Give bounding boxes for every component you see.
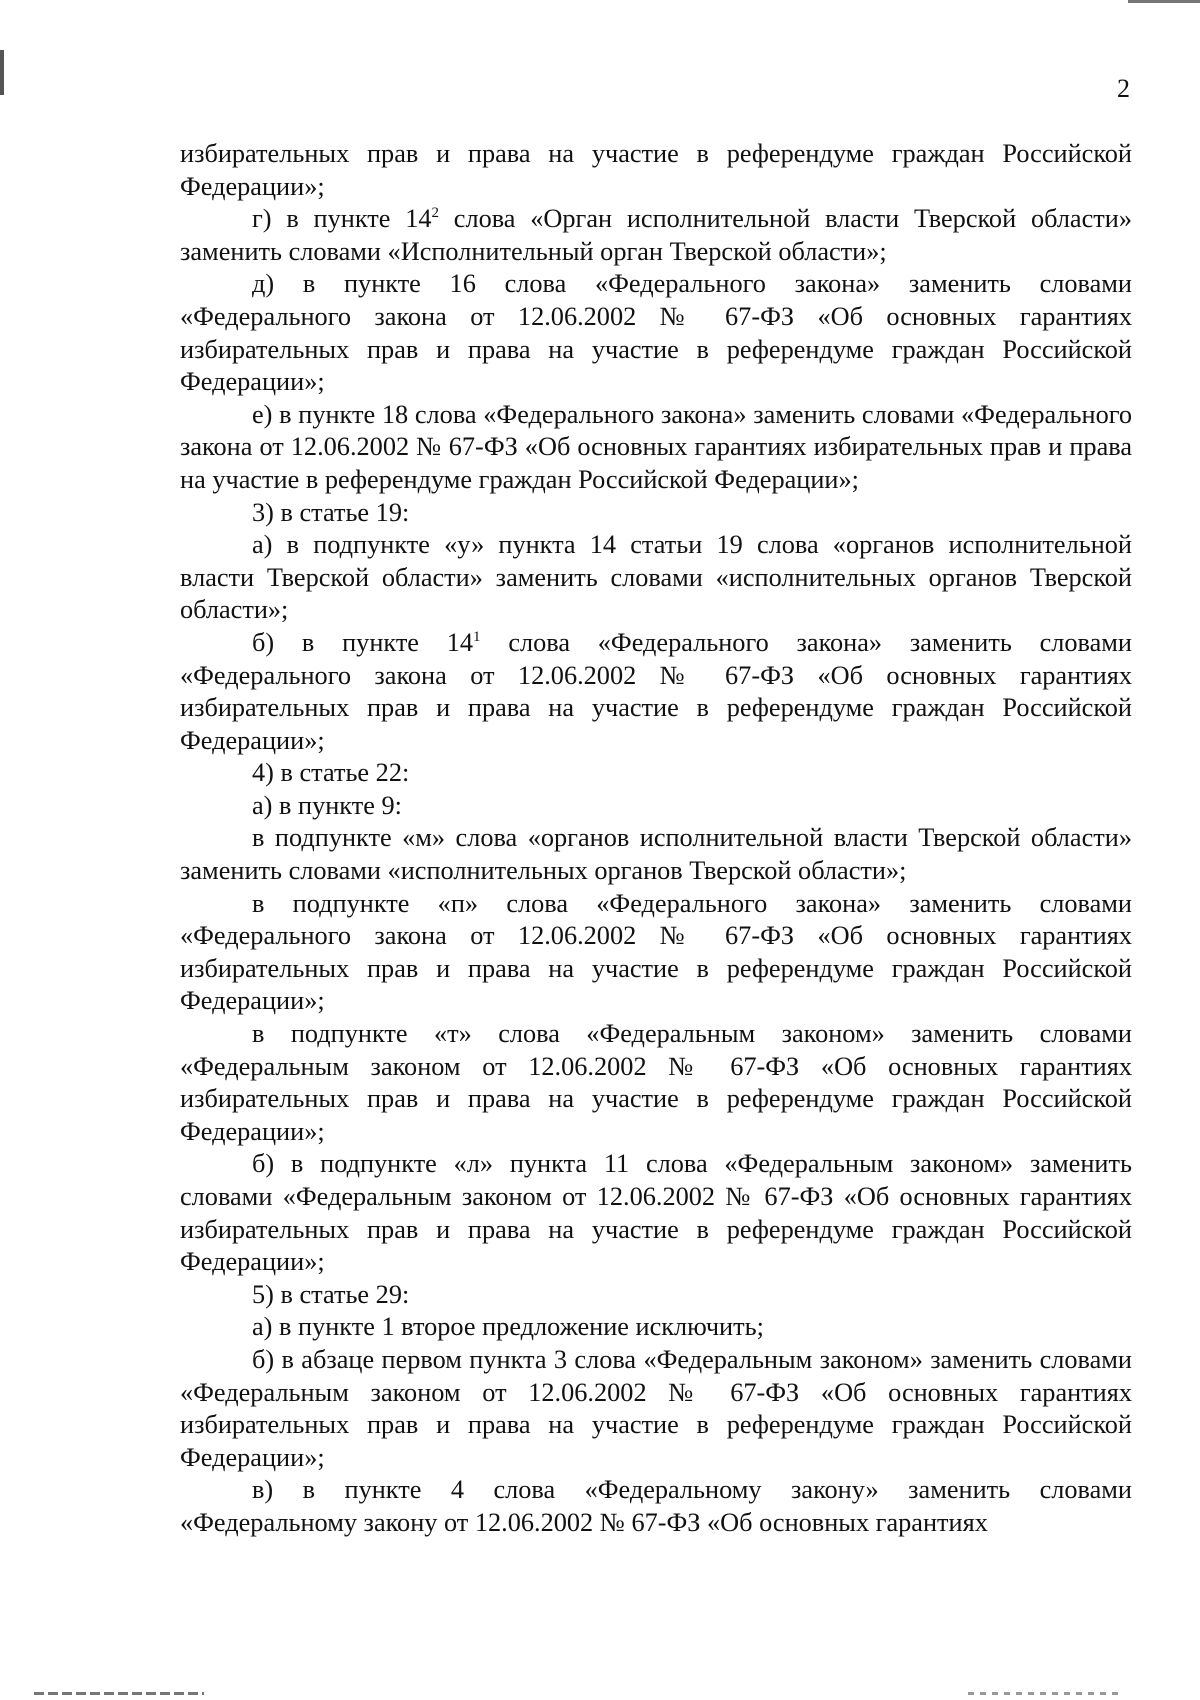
scan-artifact-bottom-left-line (34, 1692, 204, 1695)
paragraph-article-19-item-b (180, 627, 1132, 757)
scan-artifact-left-bar (0, 50, 4, 95)
paragraph-article-19-item-b-text-start: б) в пункте 14 (252, 627, 474, 657)
paragraph-item-g-text-end: слова «Орган исполнительной власти Тверской области» заменить словами «Исполнительный орган Тверской области»; (180, 204, 1132, 266)
paragraph-item-g (180, 203, 1132, 268)
superscript-index: 1 (473, 628, 481, 645)
paragraph-article-22-item-b: б) в подпункте «л» пункта 11 слова «Федеральным законом» заменить словами «Федеральным законом от 12.06.2002 № 67-ФЗ «Об основных гарантиях избирательных прав и права на участие в референдуме граждан Российской Федерации»; (180, 1149, 1132, 1277)
paragraph-article-29-item-v: в) в пункте 4 слова «Федеральному закону» заменить словами «Федеральному закону от 12.06.2002 № 67-ФЗ «Об основных гарантиях (180, 1475, 1132, 1537)
scan-artifact-top-line (1128, 0, 1200, 3)
scan-artifact-bottom-right-line (968, 1692, 1118, 1695)
paragraph-article-29-item-a: а) в пункте 1 второе предложение исключить; (252, 1312, 764, 1342)
paragraph-article-22: 4) в статье 22: (252, 758, 410, 788)
paragraph-subitem-m: в подпункте «м» слова «органов исполнительной власти Тверской области» заменить словами «исполнительных органов Тверской области»; (180, 823, 1132, 886)
paragraph-item-g-text-start: г) в пункте 14 (252, 204, 432, 234)
paragraph-article-19-item-a: а) в подпункте «у» пункта 14 статьи 19 слова «органов исполнительной власти Тверской области» заменить словами «исполнительных органов Тверской области»; (180, 530, 1132, 625)
paragraph-article-22-item-a: а) в пункте 9: (252, 790, 402, 820)
superscript-index: 2 (431, 205, 439, 222)
paragraph-article-19: 3) в статье 19: (252, 497, 410, 527)
paragraph-subitem-p: в подпункте «п» слова «Федерального закона» заменить словами «Федерального закона от 12.06.2002 № 67-ФЗ «Об основных гарантиях избирательных прав и права на участие в референдуме граждан Российской Федерации»; (180, 888, 1132, 1016)
paragraph-item-d: д) в пункте 16 слова «Федерального закона» заменить словами «Федерального закона от 12.06.2002 № 67-ФЗ «Об основных гарантиях избирательных прав и права на участие в референдуме граждан Российской Федерации»; (180, 269, 1132, 397)
document-body (180, 138, 1132, 1540)
paragraph-article-29: 5) в статье 29: (252, 1279, 410, 1309)
paragraph-article-19-item-b-text-end: слова «Федерального закона» заменить словами «Федерального закона от 12.06.2002 № 67-ФЗ «Об основных гарантиях избирательных прав и права на участие в референдуме граждан Российской Федерации»; (180, 627, 1132, 755)
page-number: 2 (1117, 74, 1130, 103)
paragraph-item-e: е) в пункте 18 слова «Федерального закона» заменить словами «Федерального закона от 12.06.2002 № 67-ФЗ «Об основных гарантиях избирательных прав и права на участие в референдуме граждан Российской Федерации»; (180, 399, 1132, 494)
paragraph-subitem-t: в подпункте «т» слова «Федеральным законом» заменить словами «Федеральным законом от 12.06.2002 № 67-ФЗ «Об основных гарантиях избирательных прав и права на участие в референдуме граждан Российской Федерации»; (180, 1019, 1132, 1146)
paragraph-article-29-item-b: б) в абзаце первом пункта 3 слова «Федеральным законом» заменить словами «Федеральным законом от 12.06.2002 № 67-ФЗ «Об основных гарантиях избирательных прав и права на участие в референдуме граждан Российской Федерации»; (180, 1344, 1132, 1472)
paragraph-continuation: избирательных прав и права на участие в референдуме граждан Российской Федерации»; (180, 139, 1132, 201)
